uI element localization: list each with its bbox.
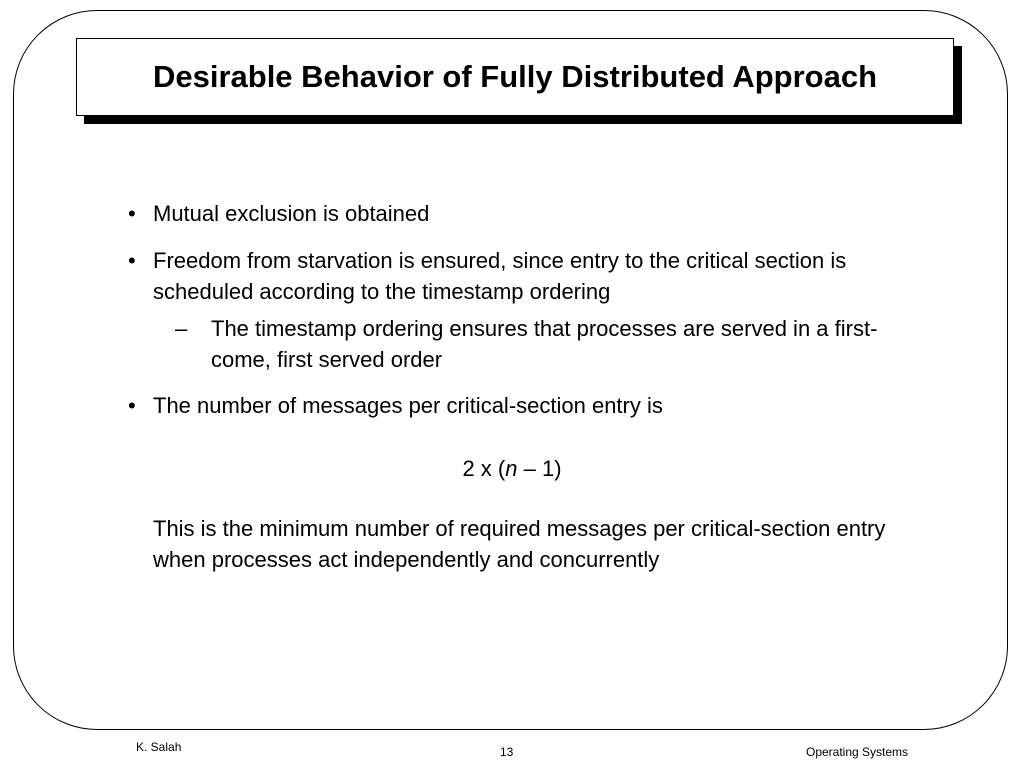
bullet-text: The number of messages per critical-section entry is (153, 393, 663, 418)
sub-bullet-text: The timestamp ordering ensures that processes are served in a first-come, first served order (211, 316, 878, 372)
formula-suffix: – 1) (517, 456, 562, 481)
bullet-text: Freedom from starvation is ensured, since entry to the critical section is scheduled according to the timestamp ordering (153, 248, 847, 304)
explanation-paragraph: This is the minimum number of required messages per critical-section entry when processes act independently and concurrently (153, 516, 886, 572)
message-count-formula (0, 453, 1024, 484)
footer-course: Operating Systems (806, 745, 909, 759)
bullet-item (128, 198, 893, 229)
footer-page-number: 13 (500, 745, 514, 759)
bullet-marker: • (128, 201, 136, 226)
footer-author: K. Salah (136, 740, 182, 754)
sub-bullet-item (175, 313, 901, 375)
sub-bullet-marker: – (175, 316, 188, 341)
bullet-text: Mutual exclusion is obtained (153, 201, 430, 226)
formula-prefix: 2 x ( (462, 456, 506, 481)
bullet-item (128, 245, 853, 307)
slide-title: Desirable Behavior of Fully Distributed Approach (152, 59, 878, 94)
bullet-marker: • (128, 248, 136, 273)
formula-variable: n (505, 456, 518, 481)
bullet-item (128, 390, 893, 421)
bullet-marker: • (128, 393, 136, 418)
